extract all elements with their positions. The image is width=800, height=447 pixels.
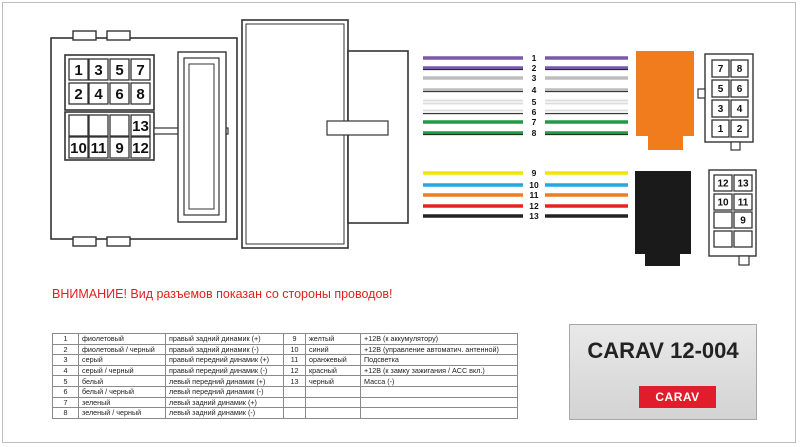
wire-color: серый / черный [79,365,166,376]
b-pin-empty [714,212,732,228]
pin-number: 9 [284,334,306,345]
wire-11 [423,190,628,200]
wire-color: красный [306,365,361,376]
svg-text:11: 11 [737,197,749,209]
svg-text:3: 3 [94,61,103,79]
wire-function: +12В (управление автоматич. антенной) [361,344,518,355]
svg-text:7: 7 [717,64,724,76]
a-pin-2 [731,120,748,137]
wire-color [306,386,361,397]
table-row [53,355,518,366]
svg-text:7: 7 [136,61,145,79]
b-pin-10 [714,194,732,210]
wire-color: зеленый / черный [79,408,166,419]
wire-13 [423,211,628,221]
svg-text:4: 4 [94,85,103,103]
pin-number: 13 [284,376,306,387]
table-row [53,376,518,387]
left-pin-6 [110,83,129,104]
wire-function: правый задний динамик (-) [166,344,284,355]
wire-9 [423,168,628,178]
left-pin-3 [89,59,108,80]
pin-number: 1 [53,334,79,345]
svg-text:11: 11 [90,139,107,157]
svg-text:2: 2 [74,85,83,103]
wire-function: левый передний динамик (+) [166,376,284,387]
left-pin-7 [131,59,150,80]
model-name: CARAV 12-004 [587,338,739,363]
carav-logo: CARAV [639,386,716,408]
warning-text: ВНИМАНИЕ! Вид разъемов показан со стороны проводов! [52,287,393,301]
svg-text:9: 9 [115,139,124,157]
a-pin-1 [712,120,729,137]
iso-connector-side [178,20,408,248]
left-pin-8 [131,83,150,104]
wire-color: белый [79,376,166,387]
orange-connector [636,51,694,150]
left-pin-1 [69,59,88,80]
a-pin-3 [712,100,729,117]
svg-text:5: 5 [717,84,724,96]
table-row [53,334,518,345]
left-pin-11 [89,137,108,158]
svg-text:10: 10 [717,197,729,209]
b-pin-empty [734,231,752,247]
pin-view-a [698,54,753,150]
svg-text:8: 8 [136,85,145,103]
wire-number: 6 [531,107,537,117]
svg-text:8: 8 [736,64,743,76]
table-row [53,397,518,408]
pin-number: 4 [53,365,79,376]
wire-function [361,386,518,397]
b-pin-9 [734,212,752,228]
b-pin-empty [714,231,732,247]
left-pin-empty [110,115,129,136]
svg-text:13: 13 [132,117,149,135]
wire-function: +12В (к аккумулятору) [361,334,518,345]
left-pin-4 [89,83,108,104]
pin-number: 8 [53,408,79,419]
left-pin-2 [69,83,88,104]
pin-number: 10 [284,344,306,355]
left-pin-9 [110,137,129,158]
left-pin-5 [110,59,129,80]
pin-number [284,397,306,408]
svg-text:13: 13 [737,178,749,190]
left-pin-10 [69,137,88,158]
wire-number: 4 [531,85,537,95]
wire-function: левый задний динамик (+) [166,397,284,408]
svg-text:9: 9 [740,215,746,227]
a-pin-6 [731,80,748,97]
wire-6 [423,107,628,117]
svg-text:6: 6 [115,85,124,103]
pin-view-b [709,170,756,265]
b-pin-11 [734,194,752,210]
wire-4 [423,85,628,95]
wire-color: желтый [306,334,361,345]
a-pin-8 [731,60,748,77]
left-pin-empty [89,115,108,136]
wire-number: 2 [531,63,537,73]
pin-number [284,386,306,397]
wire-2 [423,63,628,73]
wire-function: Подсветка [361,355,518,366]
wire-color: белый / черный [79,386,166,397]
wire-number: 3 [531,73,537,83]
wire-8 [423,128,628,138]
wire-function [361,397,518,408]
b-pin-12 [714,175,732,191]
wire-number: 12 [529,201,539,211]
wire-function: левый передний динамик (-) [166,386,284,397]
wire-function: правый передний динамик (-) [166,365,284,376]
a-pin-5 [712,80,729,97]
wire-number: 1 [531,53,537,63]
b-pin-13 [734,175,752,191]
wire-color: синий [306,344,361,355]
svg-text:12: 12 [132,139,149,157]
wire-10 [423,180,628,190]
wire-number: 11 [529,190,539,200]
svg-text:1: 1 [74,61,83,79]
wire-function: +12В (к замку зажигания / ACC вкл.) [361,365,518,376]
left-pin-12 [131,137,150,158]
pin-number: 7 [53,397,79,408]
wire-color: оранжевый [306,355,361,366]
wire-harness [423,53,628,221]
pin-number: 12 [284,365,306,376]
svg-text:1: 1 [717,124,724,136]
svg-text:3: 3 [717,104,724,116]
wire-color: фиолетовый / черный [79,344,166,355]
pin-number: 6 [53,386,79,397]
brand-box [569,324,757,420]
wire-function: Масса (-) [361,376,518,387]
pin-number: 5 [53,376,79,387]
wire-color [306,408,361,419]
wire-number: 13 [529,211,539,221]
wire-7 [423,117,628,127]
black-connector [635,171,691,266]
wire-number: 8 [531,128,537,138]
left-pin-empty [69,115,88,136]
wire-color: фиолетовый [79,334,166,345]
svg-text:5: 5 [115,61,124,79]
wire-number: 9 [531,168,537,178]
left-pin-13 [131,115,150,136]
wire-12 [423,201,628,211]
pin-number [284,408,306,419]
pin-number: 2 [53,344,79,355]
wire-color [306,397,361,408]
wire-1 [423,53,628,63]
wire-number: 5 [531,97,537,107]
wire-number: 10 [529,180,539,190]
wire-3 [423,73,628,83]
table-row [53,365,518,376]
wire-5 [423,97,628,107]
a-pin-7 [712,60,729,77]
wire-color: зеленый [79,397,166,408]
wire-function: правый передний динамик (+) [166,355,284,366]
wire-function: правый задний динамик (+) [166,334,284,345]
svg-text:12: 12 [717,178,729,190]
a-pin-4 [731,100,748,117]
svg-text:4: 4 [736,104,743,116]
wire-function [361,408,518,419]
pin-number: 11 [284,355,306,366]
wire-color: серый [79,355,166,366]
table-row [53,408,518,419]
svg-text:2: 2 [736,124,743,136]
wire-color: черный [306,376,361,387]
pin-table [52,333,518,419]
svg-text:6: 6 [736,84,743,96]
table-row [53,344,518,355]
svg-text:10: 10 [70,139,87,157]
pin-number: 3 [53,355,79,366]
table-row [53,386,518,397]
wire-number: 7 [531,117,537,127]
wire-function: левый задний динамик (-) [166,408,284,419]
